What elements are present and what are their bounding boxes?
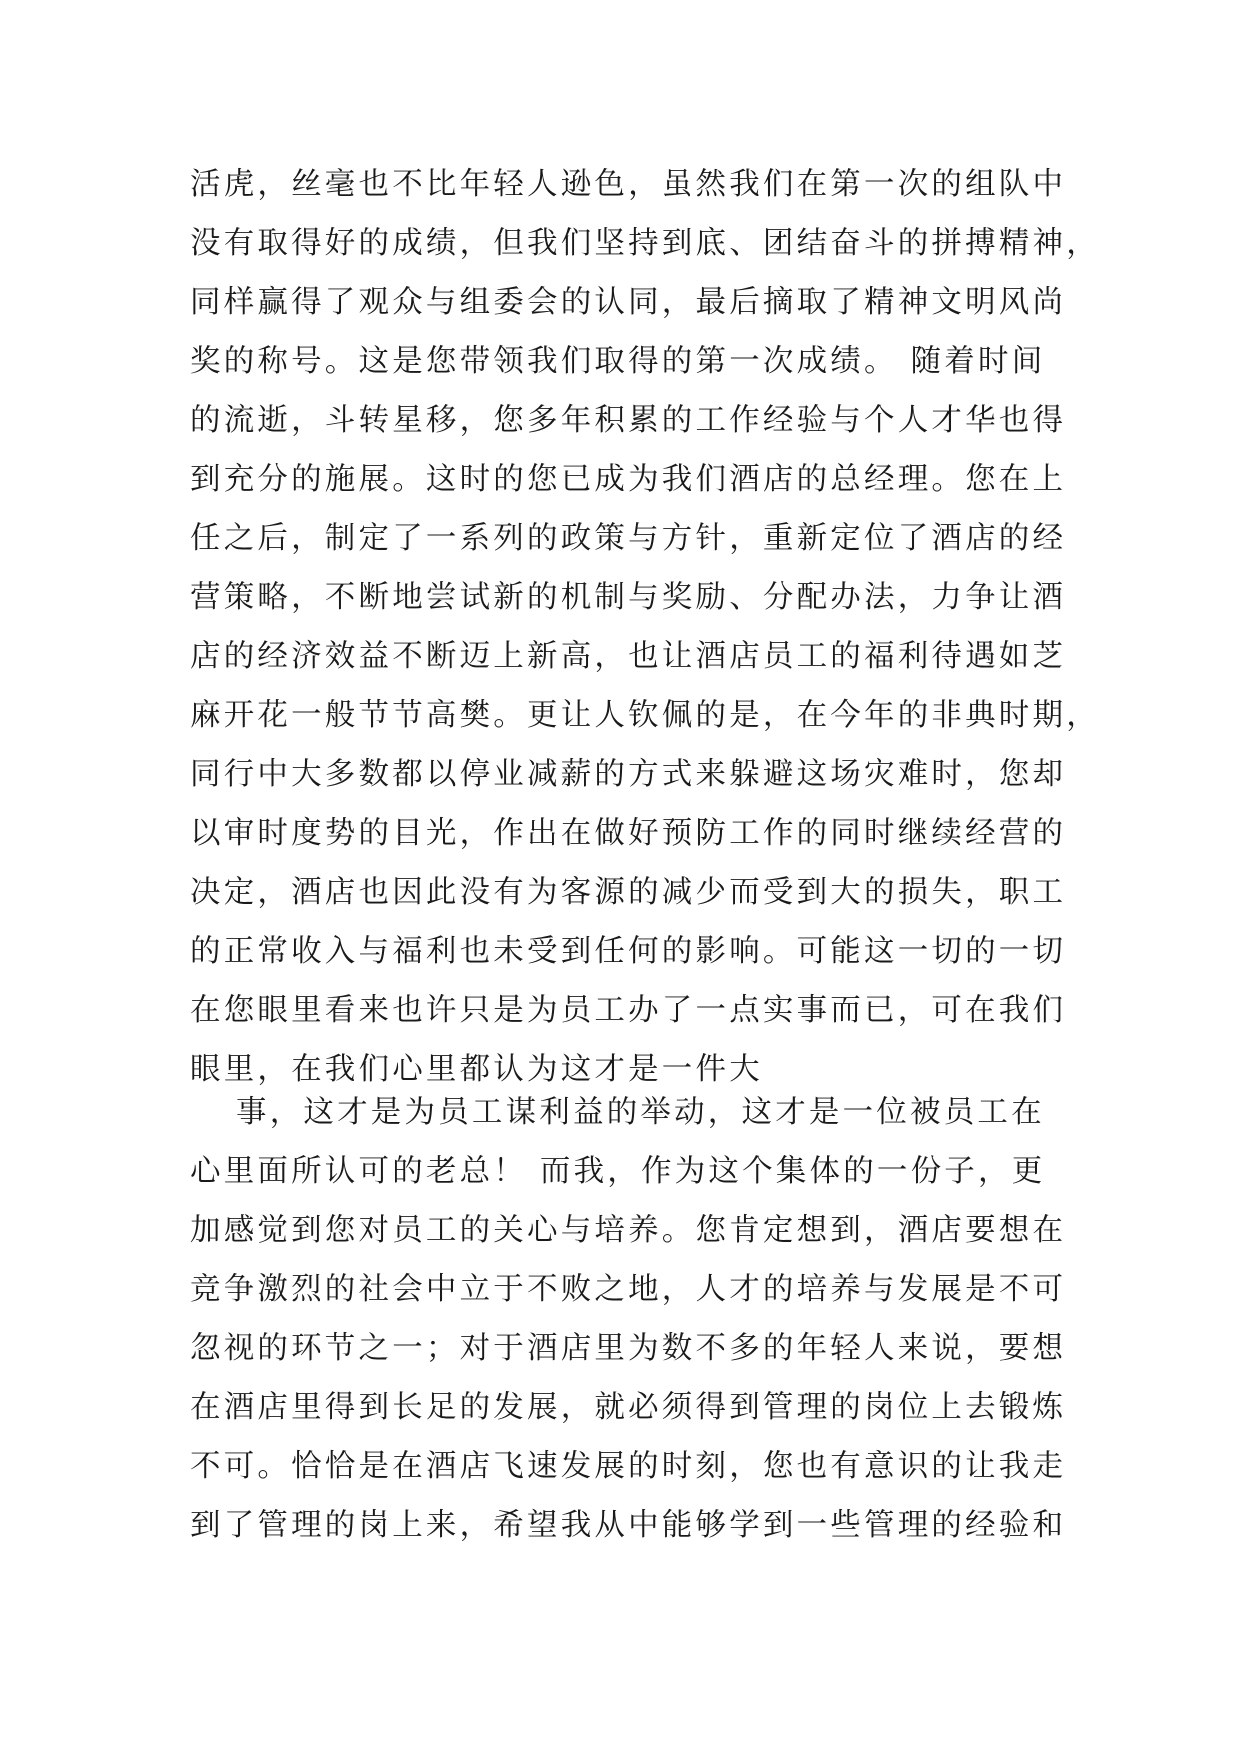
text-line: 决定，酒店也因此没有为客源的减少而受到大的损失，职工 — [190, 875, 1067, 910]
text-line: 加感觉到您对员工的关心与培养。您肯定想到，酒店要想在 — [190, 1213, 1067, 1248]
paragraph-2 — [190, 1083, 1067, 1555]
text-line: 以审时度势的目光，作出在做好预防工作的同时继续经营的 — [190, 816, 1067, 851]
text-line: 活虎，丝毫也不比年轻人逊色，虽然我们在第一次的组队中 — [190, 167, 1067, 202]
text-line: 心里面所认可的老总！ 而我，作为这个集体的一份子，更 — [190, 1154, 1046, 1189]
text-line: 在您眼里看来也许只是为员工办了一点实事而已，可在我们 — [190, 993, 1067, 1028]
text-line: 奖的称号。这是您带领我们取得的第一次成绩。 随着时间 — [190, 344, 1046, 379]
text-line: 任之后，制定了一系列的政策与方针，重新定位了酒店的经 — [190, 521, 1067, 556]
text-line: 到了管理的岗上来，希望我从中能够学到一些管理的经验和 — [190, 1508, 1067, 1543]
text-line: 竞争激烈的社会中立于不败之地，人才的培养与发展是不可 — [190, 1272, 1067, 1307]
text-line: 营策略，不断地尝试新的机制与奖励、分配办法，力争让酒 — [190, 580, 1067, 615]
text-line: 到充分的施展。这时的您已成为我们酒店的总经理。您在上 — [190, 462, 1067, 497]
text-line: 同样赢得了观众与组委会的认同，最后摘取了精神文明风尚 — [190, 285, 1067, 320]
text-line: 同行中大多数都以停业减薪的方式来躲避这场灾难时，您却 — [190, 757, 1067, 792]
text-line: 眼里，在我们心里都认为这才是一件大 — [190, 1052, 763, 1087]
text-line: 忽视的环节之一；对于酒店里为数不多的年轻人来说，要想 — [190, 1331, 1067, 1366]
text-line: 没有取得好的成绩，但我们坚持到底、团结奋斗的拼搏精神， — [190, 226, 1100, 261]
text-line: 的正常收入与福利也未受到任何的影响。可能这一切的一切 — [190, 934, 1067, 969]
text-line: 的流逝，斗转星移，您多年积累的工作经验与个人才华也得 — [190, 403, 1067, 438]
text-line: 在酒店里得到长足的发展，就必须得到管理的岗位上去锻炼 — [190, 1390, 1067, 1425]
text-line: 店的经济效益不断迈上新高，也让酒店员工的福利待遇如芝 — [190, 639, 1067, 674]
paragraph-1 — [190, 155, 1100, 1099]
text-line: 不可。恰恰是在酒店飞速发展的时刻，您也有意识的让我走 — [190, 1449, 1067, 1484]
text-line: 麻开花一般节节高樊。更让人钦佩的是，在今年的非典时期， — [190, 698, 1100, 733]
text-line-indented: 事，这才是为员工谋利益的举动，这才是一位被员工在 — [236, 1095, 1045, 1130]
